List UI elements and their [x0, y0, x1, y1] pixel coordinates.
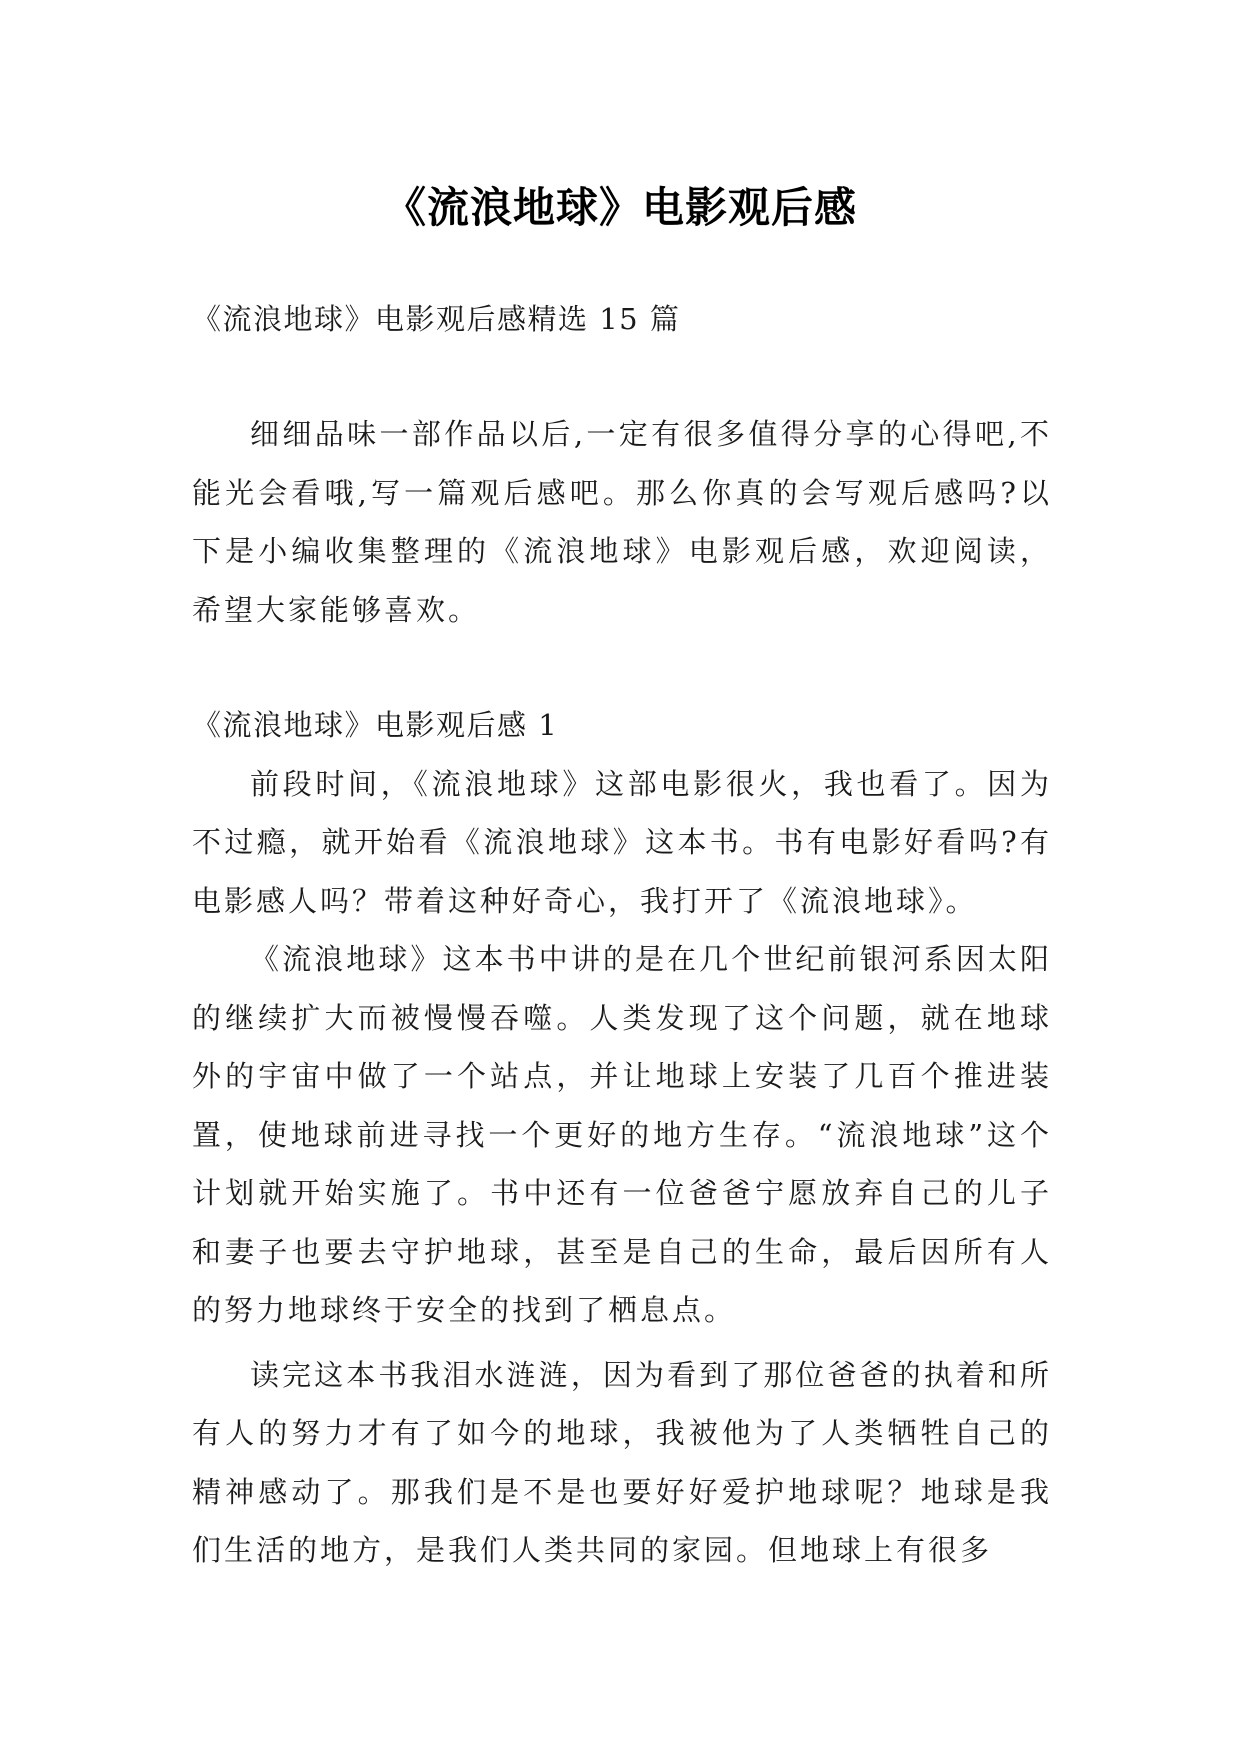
intro-block [192, 405, 1052, 639]
body-paragraph: 前段时间，《流浪地球》这部电影很火，我也看了。因为不过瘾，就开始看《流浪地球》这本书。书有电影好看吗?有电影感人吗？带着这种好奇心，我打开了《流浪地球》。 [192, 766, 1052, 918]
body-paragraph: 《流浪地球》这本书中讲的是在几个世纪前银河系因太阳的继续扩大而被慢慢吞噬。人类发现了这个问题，就在地球外的宇宙中做了一个站点，并让地球上安装了几百个推进装置，使地球前进寻找一个更好的地方生存。“流浪地球”这个计划就开始实施了。书中还有一位爸爸宁愿放弃自己的儿子和妻子也要去守护地球，甚至是自己的生命，最后因所有人的努力地球终于安全的找到了栖息点。 [192, 942, 1052, 1327]
body-paragraph: 读完这本书我泪水涟涟，因为看到了那位爸爸的执着和所有人的努力才有了如今的地球，我被他为了人类牺牲自己的精神感动了。那我们是不是也要好好爱护地球呢？地球是我们生活的地方，是我们人类共同的家园。但地球上有很多 [192, 1357, 1052, 1567]
section-heading: 《流浪地球》电影观后感 1 [192, 708, 559, 742]
intro-paragraph: 细细品味一部作品以后,一定有很多值得分享的心得吧,不能光会看哦,写一篇观后感吧。那么你真的会写观后感吗?以下是小编收集整理的《流浪地球》电影观后感，欢迎阅读，希望大家能够喜欢。 [192, 417, 1052, 627]
document-title: 《流浪地球》电影观后感 [383, 183, 857, 233]
essay-section [192, 696, 1052, 1580]
document-subtitle: 《流浪地球》电影观后感精选 15 篇 [192, 302, 681, 336]
